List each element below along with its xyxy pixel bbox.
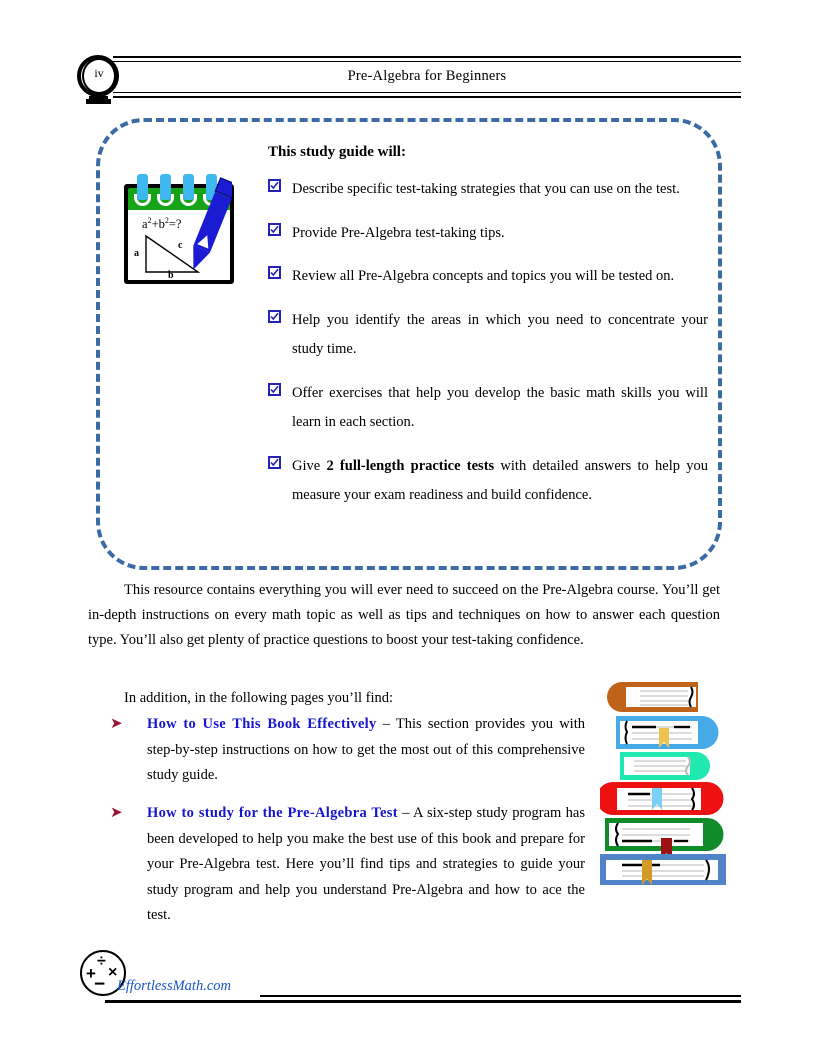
checked-checkbox-icon xyxy=(268,383,281,396)
checked-checkbox-icon xyxy=(268,179,281,192)
stack-of-books-icon xyxy=(600,678,740,910)
list-item xyxy=(268,379,708,438)
footer-rule-thin xyxy=(260,995,741,997)
footer-rule-thick xyxy=(105,1000,741,1003)
callout-body xyxy=(268,142,708,525)
list-item xyxy=(268,452,708,511)
notepad-ring xyxy=(160,174,171,200)
triangle-label-c: c xyxy=(178,240,183,251)
list-item-text: Describe specific test-taking strategies that you can use on the test. xyxy=(292,181,680,197)
arrow-bullet-icon: ➤ xyxy=(110,716,123,732)
divide-icon: ÷ xyxy=(97,953,106,970)
plus-icon: + xyxy=(86,964,96,983)
addition-paragraph: In addition, in the following pages you’ll find: xyxy=(124,690,394,706)
list-item-text-before: Give xyxy=(292,457,327,474)
page-footer xyxy=(75,948,741,1010)
list-item[interactable] xyxy=(110,801,585,929)
list-item-text: Help you identify the areas in which you need to concentrate your study time. xyxy=(292,311,708,357)
list-item-text-bold: 2 full-length practice tests xyxy=(326,457,495,474)
link-how-to-use-this-book[interactable]: How to Use This Book Effectively xyxy=(147,716,377,732)
list-item-text: Provide Pre-Algebra test-taking tips. xyxy=(292,224,505,241)
book-green xyxy=(605,818,724,860)
triangle-label-a: a xyxy=(134,248,139,259)
list-item[interactable] xyxy=(110,712,585,789)
notepad-ring xyxy=(137,174,148,200)
checked-checkbox-icon xyxy=(268,223,281,236)
page-number: iv xyxy=(94,66,104,80)
book-steel-blue xyxy=(600,854,726,885)
notepad-with-pencil-icon xyxy=(118,170,238,288)
callout-heading: This study guide will: xyxy=(268,144,406,160)
book-orange xyxy=(607,682,698,712)
triangle-label-b: b xyxy=(168,270,174,281)
study-guide-callout xyxy=(96,118,722,570)
globe-base xyxy=(86,99,111,104)
list-item-description: – A six-step study program has been developed to help you make the best use of this book and prepare for your Pre-Algebra test. Here you’ll find tips and strategies to guide your study program and help you understand Pre-Algebra and how to ace the test. xyxy=(147,805,585,923)
list-item-text: Review all Pre-Algebra concepts and topics you will be tested on. xyxy=(292,268,675,284)
book-light-blue xyxy=(616,716,719,749)
checked-checkbox-icon xyxy=(268,456,281,469)
list-item xyxy=(268,219,708,249)
list-item xyxy=(268,262,708,292)
list-item-text: Offer exercises that help you develop the basic math skills you will learn in each section. xyxy=(292,384,708,430)
notepad-equation: $a^2+b^2=$? xyxy=(142,216,182,232)
book-red xyxy=(600,782,724,815)
arrow-bullet-icon: ➤ xyxy=(110,805,123,821)
page-header xyxy=(75,52,741,102)
list-item-text xyxy=(292,452,708,511)
header-title: Pre-Algebra for Beginners xyxy=(347,68,507,84)
intro-paragraph: This resource contains everything you will ever need to succeed on the Pre-Algebra course. You’ll get in-depth instructions on every math topic as well as tips and techniques on how to answer each question type. You’ll also get plenty of practice questions to boost your test-taking confidence. xyxy=(88,582,720,648)
book-cyan xyxy=(620,752,710,780)
list-item-text-after: with detailed answers to help you measure your exam readiness and build confidence. xyxy=(292,457,709,503)
list-item xyxy=(268,306,708,365)
checked-checkbox-icon xyxy=(268,266,281,279)
list-item xyxy=(268,175,708,205)
list-item-description: – This section provides you with step-by-step instructions on how to get the most out of this comprehensive study guide. xyxy=(147,716,585,783)
minus-icon: − xyxy=(94,974,106,995)
times-icon: × xyxy=(108,964,118,981)
checked-checkbox-icon xyxy=(268,310,281,323)
footer-brand[interactable]: EffortlessMath.com xyxy=(117,978,231,994)
list-item-text xyxy=(147,801,585,929)
link-how-to-study[interactable]: How to study for the Pre-Algebra Test xyxy=(147,805,398,821)
list-item-text xyxy=(147,712,585,789)
pencil-icon xyxy=(190,176,232,276)
